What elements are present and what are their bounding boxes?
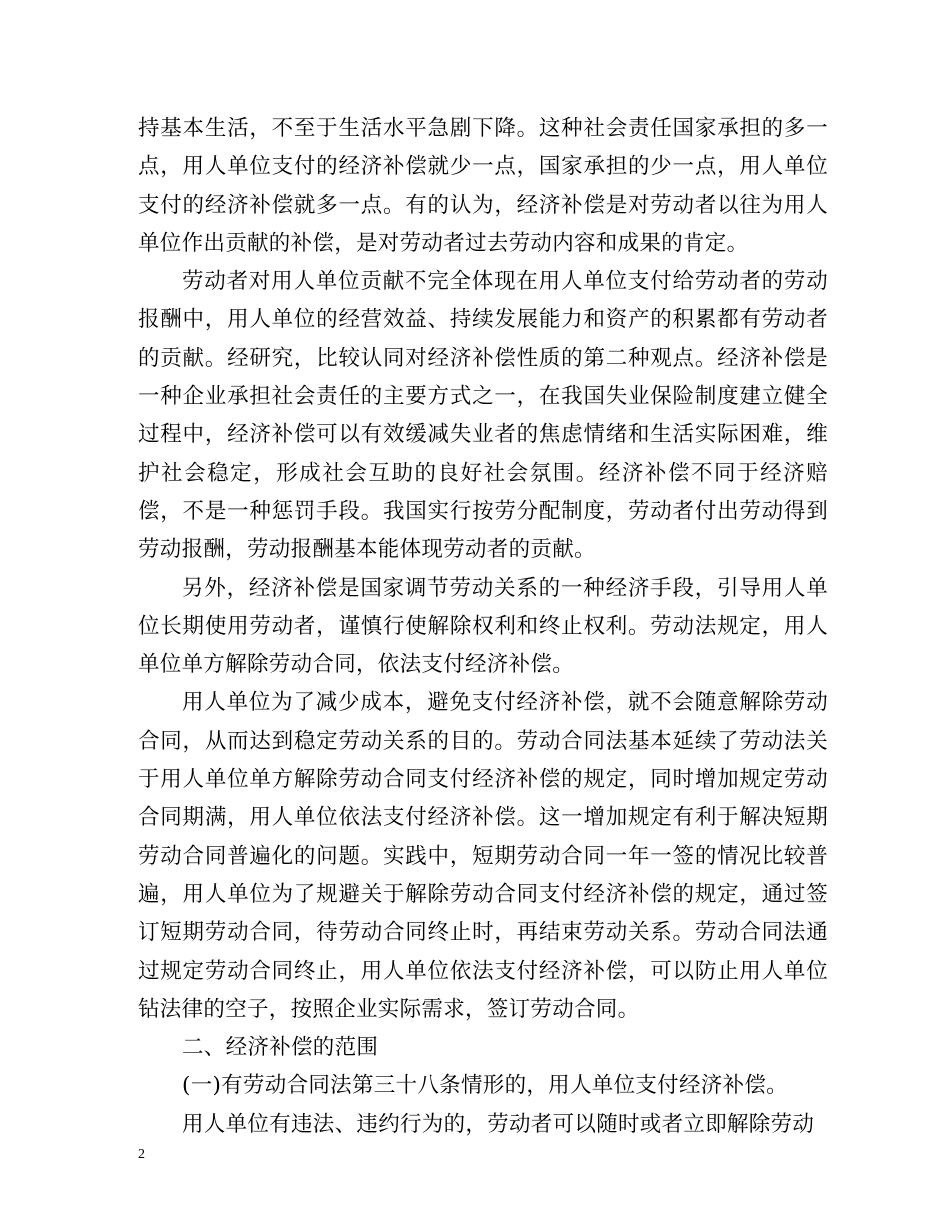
section-heading: 二、经济补偿的范围 [182, 1035, 379, 1061]
subsection-heading: (一)有劳动合同法第三十八条情形的，用人单位支付经济补偿。 [182, 1073, 788, 1099]
document-body [138, 110, 828, 1144]
paragraph-4: 用人单位为了减少成本，避免支付经济补偿，就不会随意解除劳动合同，从而达到稳定劳动关系的目的。劳动合同法基本延续了劳动法关于用人单位单方解除劳动合同支付经济补偿的规定，同时增加规定劳动合同期满，用人单位依法支付经济补偿。这一增加规定有利于解决短期劳动合同普遍化的问题。实践中，短期劳动合同一年一签的情况比较普遍，用人单位为了规避关于解除劳动合同支付经济补偿的规定，通过签订短期劳动合同，待劳动合同终止时，再结束劳动关系。劳动合同法通过规定劳动合同终止，用人单位依法支付经济补偿，可以防止用人单位钻法律的空子，按照企业实际需求，签订劳动合同。 [138, 690, 828, 1022]
paragraph-2: 劳动者对用人单位贡献不完全体现在用人单位支付给劳动者的劳动报酬中，用人单位的经营效益、持续发展能力和资产的积累都有劳动者的贡献。经研究，比较认同对经济补偿性质的第二种观点。经济补偿是一种企业承担社会责任的主要方式之一，在我国失业保险制度建立健全过程中，经济补偿可以有效缓减失业者的焦虑情绪和生活实际困难，维护社会稳定，形成社会互助的良好社会氛围。经济补偿不同于经济赔偿，不是一种惩罚手段。我国实行按劳分配制度，劳动者付出劳动得到劳动报酬，劳动报酬基本能体现劳动者的贡献。 [138, 269, 828, 563]
page-number: 2 [138, 1147, 145, 1162]
paragraph-3: 另外，经济补偿是国家调节劳动关系的一种经济手段，引导用人单位长期使用劳动者，谨慎行使解除权利和终止权利。劳动法规定，用人单位单方解除劳动合同，依法支付经济补偿。 [138, 575, 828, 678]
paragraph-5: 用人单位有违法、违约行为的，劳动者可以随时或者立即解除劳动 [182, 1111, 815, 1137]
paragraph-1: 持基本生活，不至于生活水平急剧下降。这种社会责任国家承担的多一点，用人单位支付的经济补偿就少一点，国家承担的少一点，用人单位支付的经济补偿就多一点。有的认为，经济补偿是对劳动者以往为用人单位作出贡献的补偿，是对劳动者过去劳动内容和成果的肯定。 [138, 116, 828, 256]
